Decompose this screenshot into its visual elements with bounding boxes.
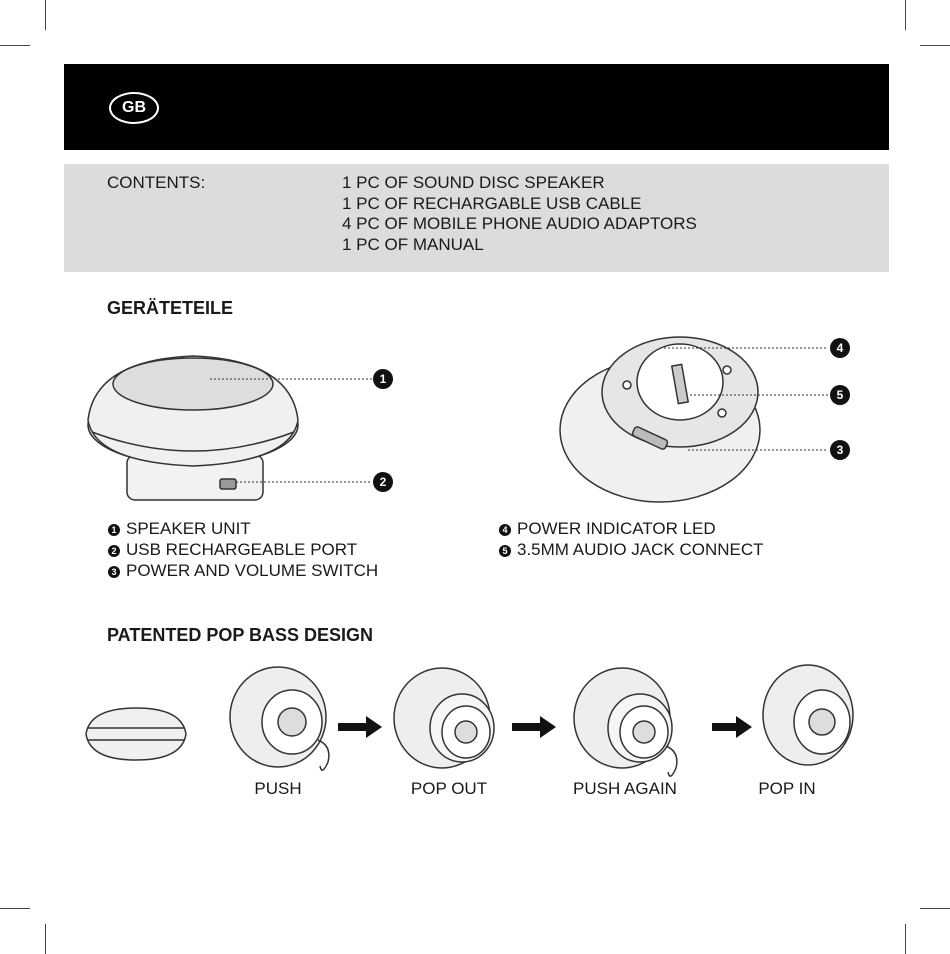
step-push-illustration: [230, 667, 329, 770]
part-number-badge: 4: [499, 524, 511, 536]
step-label-push: PUSH: [254, 779, 302, 798]
contents-label: CONTENTS:: [107, 173, 206, 192]
pop-bass-title: PATENTED POP BASS DESIGN: [107, 625, 374, 645]
part-item: [108, 539, 378, 560]
contents-item: 1 PC OF RECHARGABLE USB CABLE: [342, 193, 642, 213]
step-pop-out-illustration: [394, 668, 494, 768]
part-number-badge: 3: [108, 566, 120, 578]
speaker-side-illustration: [88, 356, 298, 500]
step-label-pop-out: POP OUT: [410, 779, 488, 798]
part-item: [108, 560, 378, 581]
arrow-icon: [712, 716, 752, 738]
part-label: POWER INDICATOR LED: [517, 519, 716, 538]
part-item: [499, 539, 764, 560]
speaker-closed-illustration: [86, 708, 186, 760]
step-label-pop-in: POP IN: [758, 779, 816, 798]
speaker-bottom-illustration: [560, 337, 760, 502]
contents-item: 4 PC OF MOBILE PHONE AUDIO ADAPTORS: [342, 214, 697, 234]
step-label-push-again: PUSH AGAIN: [573, 779, 677, 798]
callout-3-number: 3: [836, 443, 844, 457]
language-badge: GB: [109, 92, 159, 124]
arrow-icon: [338, 716, 382, 738]
part-number-badge: 2: [108, 545, 120, 557]
arrow-icon: [512, 716, 556, 738]
part-label: POWER AND VOLUME SWITCH: [126, 561, 379, 580]
contents-item: 1 PC OF SOUND DISC SPEAKER: [342, 173, 605, 192]
part-number-badge: 5: [499, 545, 511, 557]
callout-1-number: 1: [379, 372, 387, 386]
part-number-badge: 1: [108, 524, 120, 536]
part-item: [499, 518, 764, 539]
contents-item: 1 PC OF MANUAL: [342, 234, 484, 254]
callout-5-number: 5: [836, 388, 844, 402]
parts-list-right: [499, 518, 764, 560]
part-item: [108, 518, 378, 539]
part-label: SPEAKER UNIT: [126, 519, 251, 538]
step-pop-in-illustration: [763, 665, 853, 765]
callout-2-number: 2: [379, 475, 387, 489]
part-label: USB RECHARGEABLE PORT: [126, 540, 358, 559]
part-label: 3.5MM AUDIO JACK CONNECT: [517, 540, 764, 559]
step-push-again-illustration: [574, 668, 677, 776]
parts-list-left: [108, 518, 378, 581]
parts-title: GERÄTETEILE: [107, 298, 234, 318]
callout-4-number: 4: [836, 341, 844, 355]
